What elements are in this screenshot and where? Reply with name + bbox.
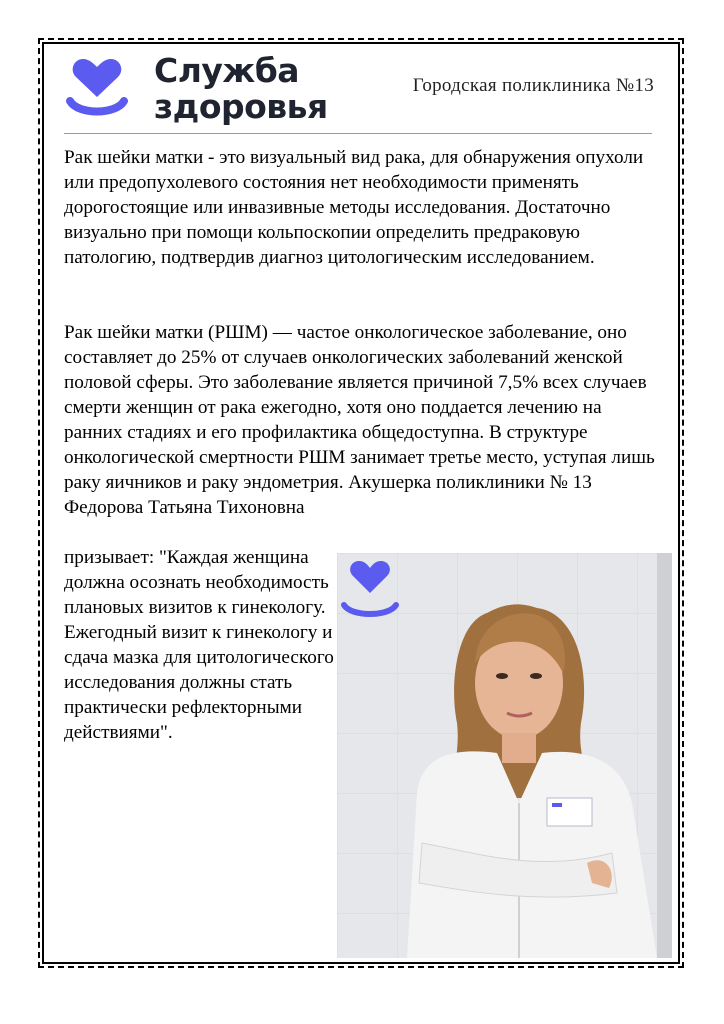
midwife-portrait [337, 553, 672, 958]
paragraph-1: Рак шейки матки - это визуальный вид рака, для обнаружения опухоли или предопухолевого состояния нет необходимости применять дорогостоящие или инвазивные методы исследования. Достаточно визуально при помощи кольпоскопии определить предраковую патологию, подтвердив диагноз цитологическим исследованием. [64, 147, 644, 268]
header [62, 51, 662, 135]
header-divider [64, 133, 652, 134]
brand-line-2: здоровья [154, 87, 328, 126]
midwife-photo [337, 553, 672, 958]
quote-text: призывает: "Каждая женщина должна осознать необходимость плановых визитов к гинекологу. Ежегодный визит к гинекологу и сдача мазка для цитологического исследования должны стать практически рефлекторными действиями". [64, 547, 334, 743]
brand-name [154, 53, 328, 125]
heart-smile-logo-icon [64, 55, 130, 121]
paragraph-2: Рак шейки матки (РШМ) — частое онкологическое заболевание, оно составляет до 25% от случаев онкологических заболеваний женской половой сферы. Это заболевание является причиной 7,5% всех случаев смерти женщин от рака ежегодно, хотя оно поддается лечению на ранних стадиях и его профилактика общедоступна. В структуре онкологической смертности РШМ занимает третье место, уступая лишь раку яичников и раку эндометрия. Акушерка поликлиники № 13 Федорова Татьяна Тихоновна [64, 322, 655, 518]
clinic-name: Городская поликлиника №13 [412, 75, 654, 96]
brand-line-1: Служба [154, 51, 300, 90]
